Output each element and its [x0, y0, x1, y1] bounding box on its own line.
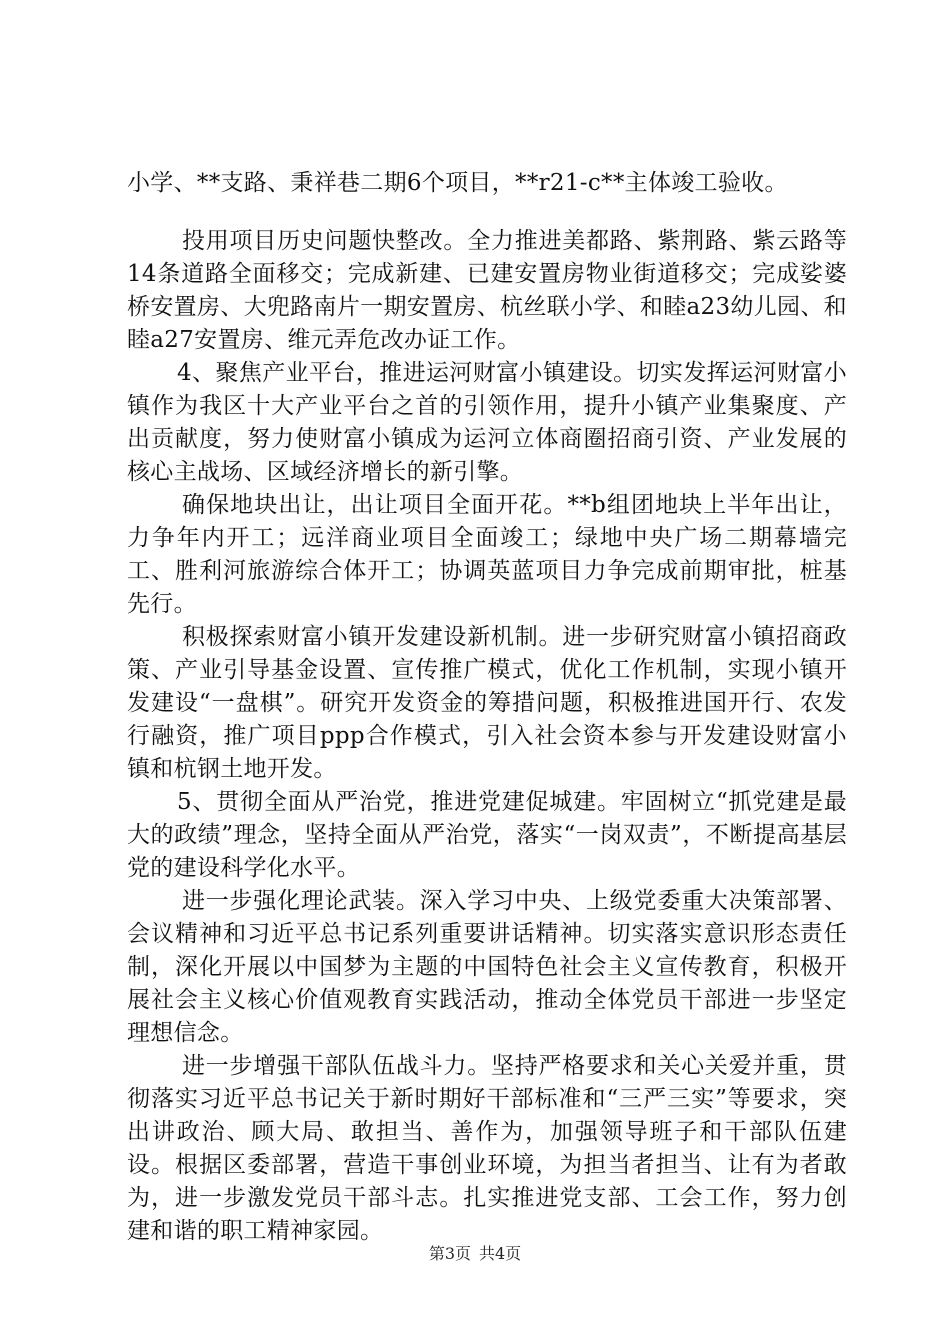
paragraph-land-transfer: 确保地块出让，出让项目全面开花。**b组团地块上半年出让，力争年内开工；远洋商业项目全面竣工；绿地中央广场二期幕墙完工、胜利河旅游综合体开工；协调英蓝项目力争完成前期审批，桩基先行。: [127, 492, 847, 617]
paragraph-continuation: 小学、**支路、秉祥巷二期6个项目，**r21-c**主体竣工验收。: [127, 170, 788, 196]
page-footer: [0, 1244, 950, 1264]
paragraph-cadre-team: 进一步增强干部队伍战斗力。坚持严格要求和关心关爱并重，贯彻落实习近平总书记关于新时期好干部标准和“三严三实”等要求，突出讲政治、顾大局、敢担当、善作为，加强领导班子和干部队伍建设。根据区委部署，营造干事创业环境，为担当者担当、让有为者敢为，进一步激发党员干部斗志。扎实推进党支部、工会工作，努力创建和谐的职工精神家园。: [127, 1053, 847, 1244]
page-number: 第3页: [428, 1244, 471, 1263]
page-total: 共4页: [479, 1244, 522, 1263]
paragraph-section-4-heading: 4、聚焦产业平台，推进运河财富小镇建设。切实发挥运河财富小镇作为我区十大产业平台之首的引领作用，提升小镇产业集聚度、产出贡献度，努力使财富小镇成为运河立体商圈招商引资、产业发展的核心主战场、区域经济增长的新引擎。: [127, 360, 847, 485]
document-body: [127, 167, 847, 1248]
paragraph-new-mechanism: 积极探索财富小镇开发建设新机制。进一步研究财富小镇招商政策、产业引导基金设置、宣传推广模式，优化工作机制，实现小镇开发建设“一盘棋”。研究开发资金的筹措问题，积极推进国开行、农发行融资，推广项目ppp合作模式，引入社会资本参与开发建设财富小镇和杭钢土地开发。: [127, 624, 847, 782]
paragraph-project-rectification: 投用项目历史问题快整改。全力推进美都路、紫荆路、紫云路等14条道路全面移交；完成新建、已建安置房物业街道移交；完成娑婆桥安置房、大兜路南片一期安置房、杭丝联小学、和睦a23幼儿园、和睦a27安置房、维元弄危改办证工作。: [127, 228, 847, 353]
paragraph-section-5-heading: 5、贯彻全面从严治党，推进党建促城建。牢固树立“抓党建是最大的政绩”理念，坚持全面从严治党，落实“一岗双责”，不断提高基层党的建设科学化水平。: [127, 789, 847, 881]
paragraph-theory-study: 进一步强化理论武装。深入学习中央、上级党委重大决策部署、会议精神和习近平总书记系列重要讲话精神。切实落实意识形态责任制，深化开展以中国梦为主题的中国特色社会主义宣传教育，积极开展社会主义核心价值观教育实践活动，推动全体党员干部进一步坚定理想信念。: [127, 888, 847, 1046]
